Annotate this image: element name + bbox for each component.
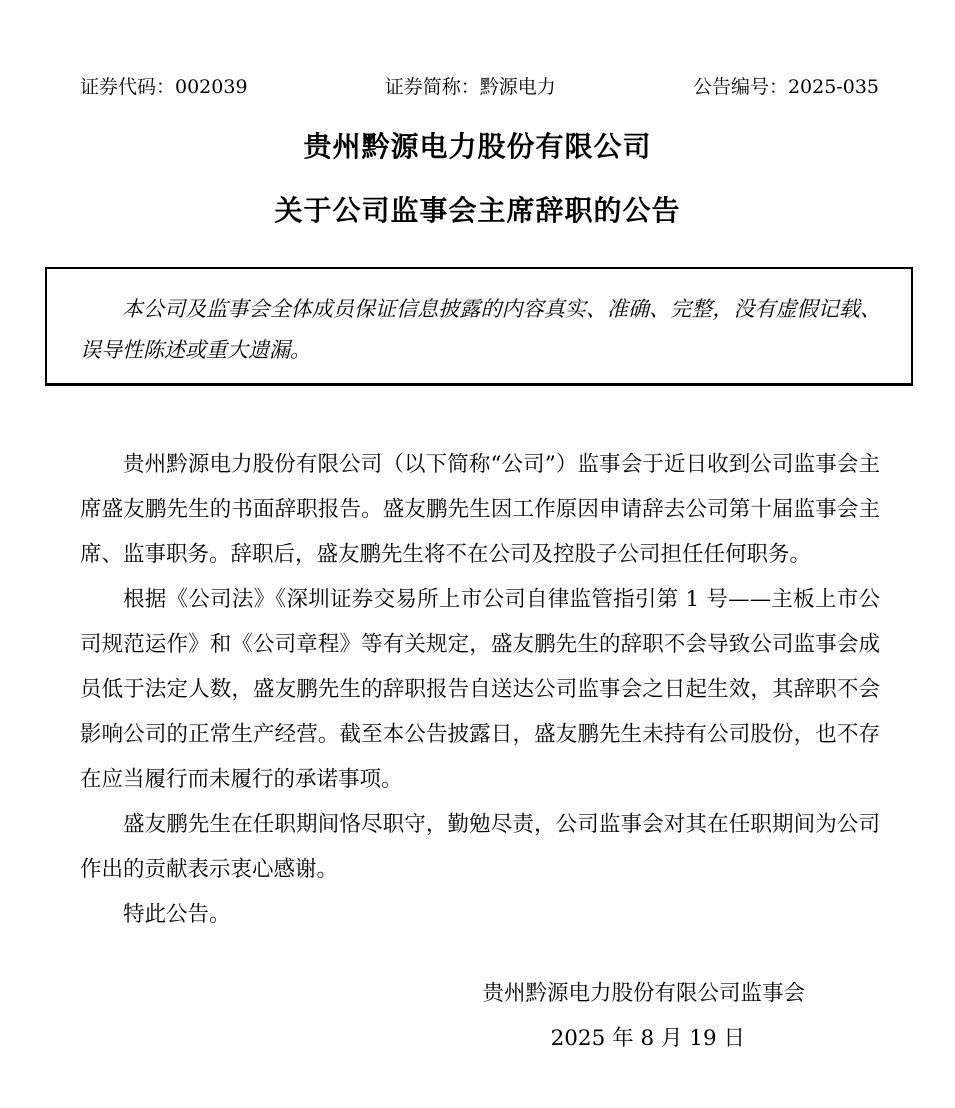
document-body — [80, 442, 880, 1061]
signature: 贵州黔源电力股份有限公司监事会 — [482, 981, 805, 1006]
announcement-number: 公告编号：2025-035 — [692, 76, 879, 98]
body-paragraph-2: 根据《公司法》《深圳证券交易所上市公司自律监管指引第 1 号——主板上市公司规范运作》和《公司章程》等有关规定，盛友鹏先生的辞职不会导致公司监事会成员低于法定人数，盛友鹏先生的辞职报告自送达公司监事会之日起生效，其辞职不会影响公司的正常生产经营。截至本公告披露日，盛友鹏先生未持有公司股份，也不存在应当履行而未履行的承诺事项。 — [80, 587, 880, 792]
announcement-title: 关于公司监事会主席辞职的公告 — [274, 194, 681, 227]
signature-date: 2025 年 8 月 19 日 — [550, 1026, 745, 1051]
disclaimer-text: 本公司及监事会全体成员保证信息披露的内容真实、准确、完整，没有虚假记载、误导性陈述或重大遗漏。 — [80, 297, 881, 362]
signature-block — [80, 971, 880, 1061]
body-paragraph-3: 盛友鹏先生在任职期间恪尽职守，勤勉尽责，公司监事会对其在任职期间为公司作出的贡献表示衷心感谢。 — [80, 812, 880, 882]
stock-code: 证券代码：002039 — [80, 76, 248, 98]
document-header — [0, 0, 955, 99]
stock-name: 证券简称：黔源电力 — [384, 76, 556, 98]
body-paragraph-1: 贵州黔源电力股份有限公司（以下简称“公司”）监事会于近日收到公司监事会主席盛友鹏先生的书面辞职报告。盛友鹏先生因工作原因申请辞去公司第十届监事会主席、监事职务。辞职后，盛友鹏先生将不在公司及控股子公司担任任何职务。 — [80, 452, 880, 567]
disclaimer-box — [45, 267, 913, 386]
closing-statement: 特此公告。 — [123, 902, 231, 927]
company-title: 贵州黔源电力股份有限公司 — [303, 130, 652, 163]
